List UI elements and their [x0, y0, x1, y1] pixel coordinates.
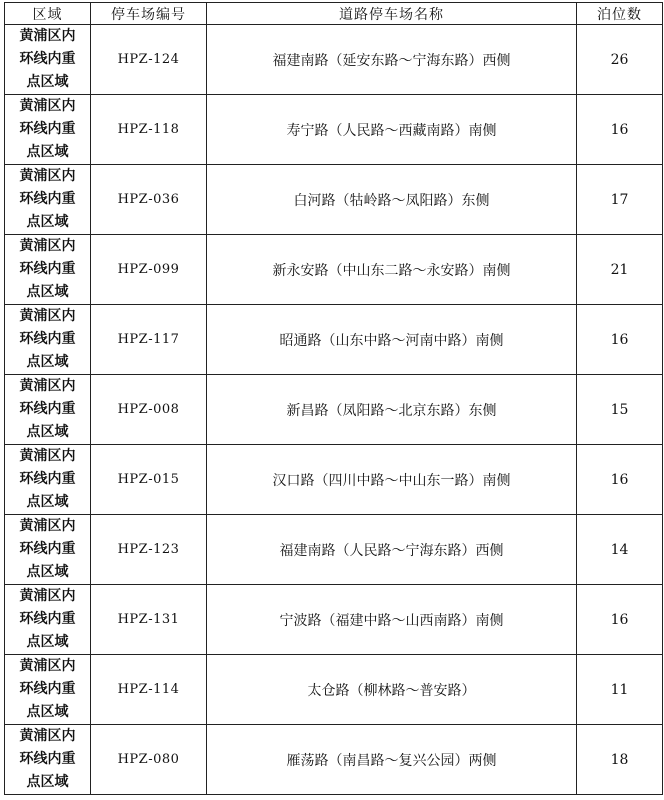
- lot-name-cell: 福建南路（延安东路～宁海东路）西侧: [207, 25, 577, 95]
- lot-name-cell: 寿宁路（人民路～西藏南路）南侧: [207, 95, 577, 165]
- area-line: 环线内重: [19, 121, 76, 137]
- spaces-cell: 18: [577, 725, 663, 795]
- header-row: [5, 3, 663, 25]
- lot-name-cell: 福建南路（人民路～宁海东路）西侧: [207, 515, 577, 585]
- area-line: 黄浦区内: [19, 28, 76, 44]
- area-line: 黄浦区内: [19, 98, 76, 114]
- area-line: 黄浦区内: [19, 448, 76, 464]
- area-line: 环线内重: [19, 261, 76, 277]
- area-line: 点区域: [26, 424, 69, 440]
- area-cell: [5, 725, 91, 795]
- area-line: 黄浦区内: [19, 378, 76, 394]
- table-row: [5, 95, 663, 165]
- area-cell: [5, 25, 91, 95]
- area-line: 环线内重: [19, 51, 76, 67]
- area-cell: [5, 445, 91, 515]
- area-line: 点区域: [26, 214, 69, 230]
- spaces-cell: 16: [577, 305, 663, 375]
- area-line: 黄浦区内: [19, 308, 76, 324]
- lot-code-cell: HPZ-080: [91, 725, 207, 795]
- area-line: 点区域: [26, 494, 69, 510]
- area-cell: [5, 655, 91, 725]
- area-cell: [5, 165, 91, 235]
- area-line: 环线内重: [19, 681, 76, 697]
- table-row: [5, 585, 663, 655]
- area-line: 黄浦区内: [19, 518, 76, 534]
- area-line: 环线内重: [19, 541, 76, 557]
- spaces-cell: 16: [577, 445, 663, 515]
- area-cell: [5, 515, 91, 585]
- area-line: 点区域: [26, 354, 69, 370]
- area-line: 环线内重: [19, 611, 76, 627]
- spaces-cell: 21: [577, 235, 663, 305]
- area-line: 点区域: [26, 704, 69, 720]
- area-line: 环线内重: [19, 751, 76, 767]
- lot-name-cell: 昭通路（山东中路～河南中路）南侧: [207, 305, 577, 375]
- lot-code-cell: HPZ-015: [91, 445, 207, 515]
- table-row: [5, 375, 663, 445]
- area-line: 黄浦区内: [19, 588, 76, 604]
- lot-name-cell: 太仓路（柳林路～普安路）: [207, 655, 577, 725]
- area-line: 点区域: [26, 564, 69, 580]
- lot-code-cell: HPZ-036: [91, 165, 207, 235]
- lot-code-cell: HPZ-008: [91, 375, 207, 445]
- area-cell: [5, 375, 91, 445]
- lot-code-cell: HPZ-131: [91, 585, 207, 655]
- area-line: 环线内重: [19, 401, 76, 417]
- table-row: [5, 305, 663, 375]
- lot-code-cell: HPZ-124: [91, 25, 207, 95]
- table-row: [5, 725, 663, 795]
- lot-code-cell: HPZ-123: [91, 515, 207, 585]
- spaces-cell: 11: [577, 655, 663, 725]
- area-line: 点区域: [26, 774, 69, 790]
- table-row: [5, 25, 663, 95]
- parking-lot-table: [4, 2, 663, 795]
- table-row: [5, 655, 663, 725]
- area-line: 点区域: [26, 634, 69, 650]
- area-line: 点区域: [26, 74, 69, 90]
- spaces-cell: 16: [577, 585, 663, 655]
- area-line: 环线内重: [19, 471, 76, 487]
- lot-name-cell: 新永安路（中山东二路～永安路）南侧: [207, 235, 577, 305]
- area-cell: [5, 305, 91, 375]
- table-row: [5, 165, 663, 235]
- table-row: [5, 445, 663, 515]
- lot-code-cell: HPZ-099: [91, 235, 207, 305]
- spaces-cell: 14: [577, 515, 663, 585]
- lot-code-cell: HPZ-114: [91, 655, 207, 725]
- lot-name-cell: 白河路（牯岭路～凤阳路）东侧: [207, 165, 577, 235]
- lot-code-cell: HPZ-118: [91, 95, 207, 165]
- lot-code-cell: HPZ-117: [91, 305, 207, 375]
- table-row: [5, 515, 663, 585]
- area-cell: [5, 235, 91, 305]
- header-spaces: 泊位数: [577, 3, 663, 25]
- spaces-cell: 15: [577, 375, 663, 445]
- area-cell: [5, 95, 91, 165]
- header-lot-code: 停车场编号: [91, 3, 207, 25]
- area-line: 黄浦区内: [19, 728, 76, 744]
- spaces-cell: 16: [577, 95, 663, 165]
- area-cell: [5, 585, 91, 655]
- lot-name-cell: 新昌路（凤阳路～北京东路）东侧: [207, 375, 577, 445]
- header-lot-name: 道路停车场名称: [207, 3, 577, 25]
- area-line: 点区域: [26, 144, 69, 160]
- area-line: 黄浦区内: [19, 238, 76, 254]
- area-line: 环线内重: [19, 191, 76, 207]
- table-row: [5, 235, 663, 305]
- area-line: 点区域: [26, 284, 69, 300]
- spaces-cell: 17: [577, 165, 663, 235]
- table-body: [5, 25, 663, 795]
- lot-name-cell: 雁荡路（南昌路～复兴公园）两侧: [207, 725, 577, 795]
- lot-name-cell: 汉口路（四川中路～中山东一路）南侧: [207, 445, 577, 515]
- area-line: 黄浦区内: [19, 658, 76, 674]
- area-line: 环线内重: [19, 331, 76, 347]
- header-area: 区域: [5, 3, 91, 25]
- table-header: [5, 3, 663, 25]
- spaces-cell: 26: [577, 25, 663, 95]
- lot-name-cell: 宁波路（福建中路～山西南路）南侧: [207, 585, 577, 655]
- area-line: 黄浦区内: [19, 168, 76, 184]
